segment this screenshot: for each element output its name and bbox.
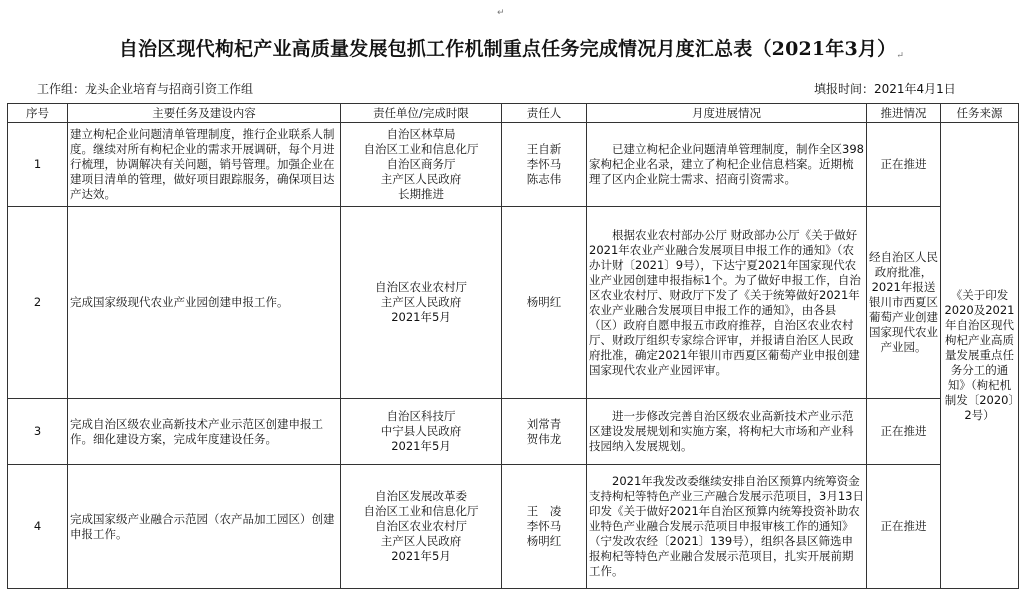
header-source: 任务来源 [941,104,1019,123]
work-group-label: 工作组：龙头企业培育与招商引资工作组 [37,82,254,96]
row-persons [502,399,587,465]
header-no: 序号 [8,104,68,123]
row-progress: 2021年我发改委继续安排自治区预算内统筹资金支持枸杞等特色产业三产融合发展示范项目，3月13日印发《关于做好2021年自治区预算内统筹投资补助农业特色产业融合发展示范项目申报审核工作的通知》（宁发改农经〔2021〕139号），组织各县区筛选申报枸杞等特色产业融合发展示范项目，扎实开展前期工作。 [587,465,867,589]
row-no: 4 [8,465,68,589]
fill-date-label: 填报时间：2021年4月1日 [814,82,956,96]
deadline: 2021年5月 [391,310,451,324]
task-source-cell: 《关于印发2020及2021年自治区现代枸杞产业高质量发展重点任务分工的通知》（枸杞机制发〔2020〕2号） [941,123,1019,589]
summary-table [7,103,1019,589]
person: 王 凌 [526,504,562,518]
unit-line: 主产区人民政府 [380,172,462,186]
person: 杨明红 [526,534,562,548]
header-progress: 月度进展情况 [587,104,867,123]
row-status: 经自治区人民政府批准，2021年报送银川市西夏区葡萄产业创建国家现代农业产业园。 [867,207,941,399]
row-no: 1 [8,123,68,207]
table-row [8,465,1019,589]
row-persons [502,465,587,589]
paragraph-mark: ↵ [497,8,505,18]
row-status: 正在推进 [867,465,941,589]
row-no: 2 [8,207,68,399]
row-units [341,399,502,465]
deadline: 2021年5月 [391,439,451,453]
row-task: 建立枸杞企业问题清单管理制度，推行企业联系人制度。继续对所有枸杞企业的需求开展调研，每个月进行梳理，协调解决有关问题，销号管理。加强企业在建项目清单的管理，做好项目跟踪服务，确保项目达产达效。 [68,123,341,207]
row-progress: 根据农业农村部办公厅 财政部办公厅《关于做好2021年农业产业融合发展项目申报工作的通知》（农办计财〔2021〕9号），下达宁夏2021年国家现代农业产业园创建申报指标1个。为了做好申报工作，自治区农业农村厅、财政厅下发了《关于统筹做好2021年农业产业融合发展项目申报工作的通知》，由各县（区）政府自愿申报五市政府推荐，自治区农业农村厅、财政厅组织专家综合评审，并报请自治区人民政府批准，确定2021年银川市西夏区葡萄产业申报创建国家现代农业产业园评审。 [587,207,867,399]
unit-line: 自治区农业农村厅 [375,519,467,533]
page-title: 自治区现代枸杞产业高质量发展包抓工作机制重点任务完成情况月度汇总表（2021年3月）↵ [118,38,905,61]
unit-line: 自治区科技厅 [386,409,456,423]
row-persons [502,123,587,207]
subheader [0,80,1023,98]
row-units [341,465,502,589]
unit-line: 自治区林草局 [386,127,456,141]
deadline: 长期推进 [398,187,444,201]
table-row [8,207,1019,399]
person: 杨明红 [526,295,562,309]
row-task: 完成国家级产业融合示范园（农产品加工园区）创建申报工作。 [68,465,341,589]
row-persons [502,207,587,399]
row-status: 正在推进 [867,123,941,207]
unit-line: 中宁县人民政府 [380,424,462,438]
header-persons: 责任人 [502,104,587,123]
unit-line: 自治区商务厅 [386,157,456,171]
row-task: 完成自治区级农业高新技术产业示范区创建申报工作。细化建设方案，完成年度建设任务。 [68,399,341,465]
unit-line: 自治区工业和信息化厅 [363,142,479,156]
row-units [341,207,502,399]
row-progress: 进一步修改完善自治区级农业高新技术产业示范区建设发展规划和实施方案，将枸杞大市场和产业科技园纳入发展规划。 [587,399,867,465]
table-row [8,399,1019,465]
row-progress: 已建立枸杞企业问题清单管理制度，制作全区398家枸杞企业名录，建立了枸杞企业信息档案。近期梳理了区内企业院士需求、招商引资需求。 [587,123,867,207]
header-units: 责任单位/完成时限 [341,104,502,123]
header-row [8,104,1019,123]
unit-line: 主产区人民政府 [380,295,462,309]
person: 刘常青 [526,416,562,431]
header-task: 主要任务及建设内容 [68,104,341,123]
person: 陈志伟 [526,172,562,186]
person: 李怀马 [526,519,562,533]
unit-line: 主产区人民政府 [380,534,462,548]
row-units [341,123,502,207]
unit-line: 自治区农业农村厅 [375,280,467,294]
unit-line: 自治区工业和信息化厅 [363,504,479,518]
deadline: 2021年5月 [391,549,451,563]
row-no: 3 [8,399,68,465]
person: 王自新 [526,142,562,156]
person: 李怀马 [526,157,562,171]
table-row [8,123,1019,207]
header-status: 推进情况 [867,104,941,123]
row-task: 完成国家级现代农业产业园创建申报工作。 [68,207,341,399]
unit-line: 自治区发展改革委 [375,489,467,503]
person: 贺伟龙 [526,431,562,446]
row-status: 正在推进 [867,399,941,465]
